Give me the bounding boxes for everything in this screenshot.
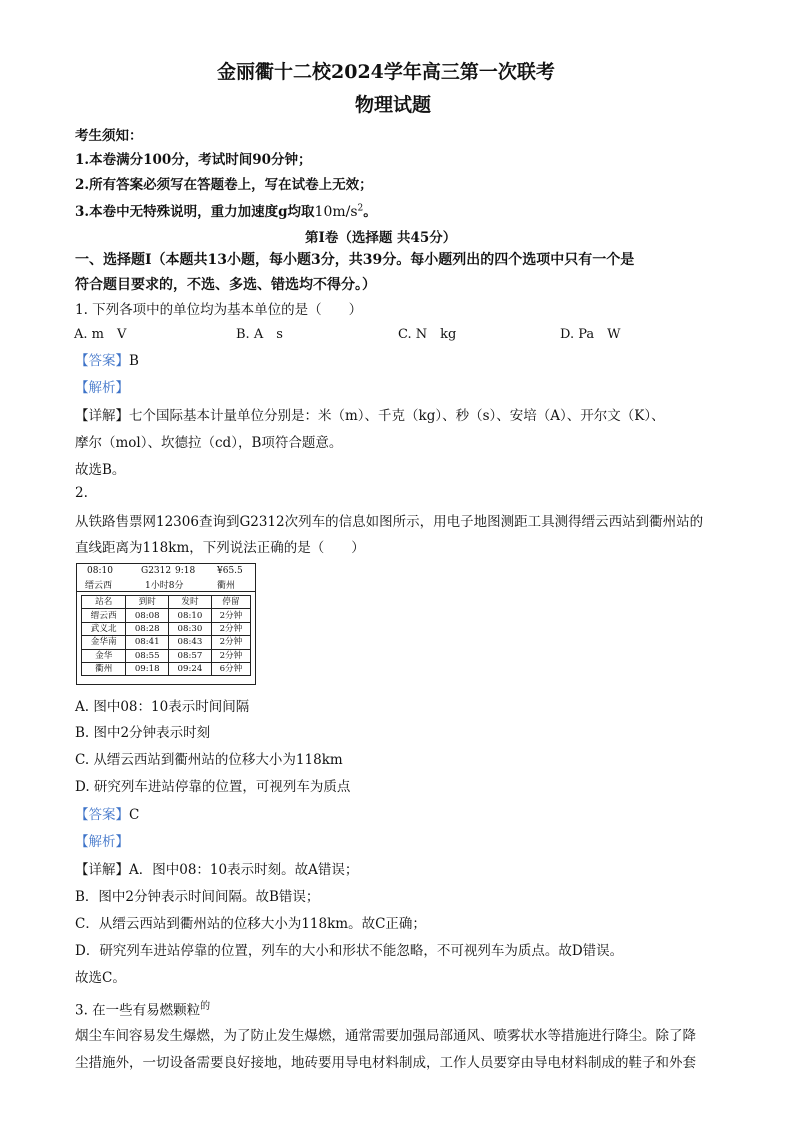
table-row	[82, 622, 251, 635]
cell-station: 衢州	[82, 662, 126, 675]
ticket-depart-time: 08:10	[87, 566, 113, 576]
cell-arrive: 09:18	[126, 662, 169, 675]
ticket-duration: 1小时8分	[145, 581, 184, 591]
q1-stem: 1. 下列各项中的单位均为基本单位的是（ ）	[75, 302, 363, 318]
q2-number: 2.	[75, 485, 88, 501]
q1-option-c: C. N kg	[398, 327, 457, 342]
cell-stop: 2分钟	[211, 622, 250, 635]
q2-answer-value: C	[129, 807, 140, 823]
q2-option-b: B. 图中2分钟表示时刻	[75, 725, 211, 741]
q2-conclusion: 故选C。	[75, 970, 126, 986]
q3-stem-start: 3. 在一些有易燃颗粒	[75, 1002, 201, 1019]
q2-detail-label: 【详解】	[75, 862, 129, 878]
gravity-end: 。	[363, 204, 377, 220]
q1-detail-text-1: 七个国际基本计量单位分别是：米（m）、千克（kg）、秒（s）、安培（A）、开尔文（K）、	[129, 408, 665, 424]
col-header: 发时	[169, 596, 212, 609]
q1-answer-label: 【答案】	[75, 353, 129, 369]
train-ticket-figure	[76, 563, 256, 685]
table-row	[82, 649, 251, 662]
cell-station: 缙云西	[82, 609, 126, 622]
q2-detail-line-3: C．从缙云西站到衢州站的位移大小为118km。故C正确；	[75, 916, 426, 932]
q1-answer	[75, 349, 139, 369]
section-title: 第Ⅰ卷（选择题 共45分）	[305, 230, 457, 246]
exam-subtitle: 物理试题	[355, 94, 432, 116]
q1-option-a: A. m V	[74, 327, 127, 342]
col-header: 到时	[126, 596, 169, 609]
q2-option-c: C. 从缙云西站到衢州站的位移大小为118km	[75, 752, 343, 768]
q2-detail-text-1: A．图中08：10表示时刻。故A错误；	[129, 862, 359, 878]
section-intro-line-1: 一、选择题Ⅰ（本题共13小题，每小题3分，共39分。每小题列出的四个选项中只有一个是	[75, 252, 635, 268]
cell-station: 金华南	[82, 636, 126, 649]
notice-heading: 考生须知：	[75, 128, 143, 144]
notice-item-1: 1.本卷满分100分，考试时间90分钟；	[75, 152, 312, 168]
notice-item-2: 2.所有答案必须写在答题卷上，写在试卷上无效；	[75, 177, 373, 193]
q2-stem-line-2: 直线距离为118km，下列说法正确的是（ ）	[75, 540, 365, 556]
q1-answer-value: B	[129, 353, 139, 369]
q2-detail-line-4: D．研究列车进站停靠的位置，列车的大小和形状不能忽略，不可视列车为质点。故D错误。	[75, 943, 624, 959]
q2-detail-line-2: B．图中2分钟表示时间间隔。故B错误；	[75, 889, 320, 905]
q2-option-d: D. 研究列车进站停靠的位置，可视列车为质点	[75, 779, 351, 795]
cell-stop: 6分钟	[211, 662, 250, 675]
q1-option-b: B. A s	[236, 327, 283, 342]
q3-stem-line-1	[75, 997, 210, 1019]
q1-conclusion: 故选B。	[75, 462, 126, 478]
q1-detail-line-2: 摩尔（mol）、坎德拉（cd），B项符合题意。	[75, 435, 343, 451]
ticket-header	[77, 564, 255, 592]
cell-depart: 08:57	[169, 649, 212, 662]
exam-title: 金丽衢十二校2024学年高三第一次联考	[217, 61, 555, 83]
ticket-train-no: G2312	[141, 566, 172, 576]
notice-item-3-text: 3.本卷中无特殊说明，重力加速度g均取	[75, 204, 315, 220]
q2-answer-label: 【答案】	[75, 807, 129, 823]
cell-arrive: 08:28	[126, 622, 169, 635]
gravity-value: 10m/s	[314, 204, 358, 220]
cell-depart: 08:43	[169, 636, 212, 649]
q2-analysis-label: 【解析】	[75, 834, 129, 850]
cell-station: 武义北	[82, 622, 126, 635]
q1-detail-label: 【详解】	[75, 408, 129, 424]
cell-station: 金华	[82, 649, 126, 662]
q1-detail-line-1	[75, 404, 665, 424]
notice-item-3	[75, 200, 377, 220]
cell-depart: 08:10	[169, 609, 212, 622]
cell-arrive: 08:55	[126, 649, 169, 662]
cell-stop: 2分钟	[211, 649, 250, 662]
table-row	[82, 609, 251, 622]
cell-stop: 2分钟	[211, 636, 250, 649]
cell-stop: 2分钟	[211, 609, 250, 622]
q1-analysis-label: 【解析】	[75, 380, 129, 396]
q2-detail-line-1	[75, 858, 358, 878]
cell-arrive: 08:41	[126, 636, 169, 649]
ticket-to-station: 衢州	[217, 581, 236, 591]
gravity-exponent: 2	[357, 203, 364, 214]
col-header: 停留	[211, 596, 250, 609]
col-header: 站名	[82, 596, 126, 609]
q3-stem-sup: 的	[200, 1001, 211, 1012]
q3-stem-line-3: 尘措施外，一切设备需要良好接地，地砖要用导电材料制成，工作人员要穿由导电材料制成的鞋子和外套	[75, 1055, 696, 1071]
table-row	[82, 662, 251, 675]
ticket-from-station: 缙云西	[85, 581, 113, 591]
q1-option-d: D. Pa W	[560, 327, 621, 342]
ticket-arrive-time: 9:18	[175, 566, 196, 576]
timetable	[81, 595, 251, 676]
q3-stem-line-2: 烟尘车间容易发生爆燃，为了防止发生爆燃，通常需要加强局部通风、喷雾状水等措施进行降尘。除了降	[75, 1028, 696, 1044]
cell-depart: 08:30	[169, 622, 212, 635]
table-row	[82, 636, 251, 649]
q2-option-a: A. 图中08：10表示时间间隔	[75, 699, 250, 715]
q1-options	[74, 323, 714, 341]
cell-depart: 09:24	[169, 662, 212, 675]
section-intro-line-2: 符合题目要求的，不选、多选、错选均不得分。）	[75, 277, 376, 293]
timetable-header-row	[82, 596, 251, 609]
q2-stem-line-1: 从铁路售票网12306查询到G2312次列车的信息如图所示，用电子地图测距工具测得缙云西站到衢州站的	[75, 514, 704, 530]
q2-answer	[75, 803, 139, 823]
ticket-price: ¥65.5	[217, 566, 243, 576]
cell-arrive: 08:08	[126, 609, 169, 622]
